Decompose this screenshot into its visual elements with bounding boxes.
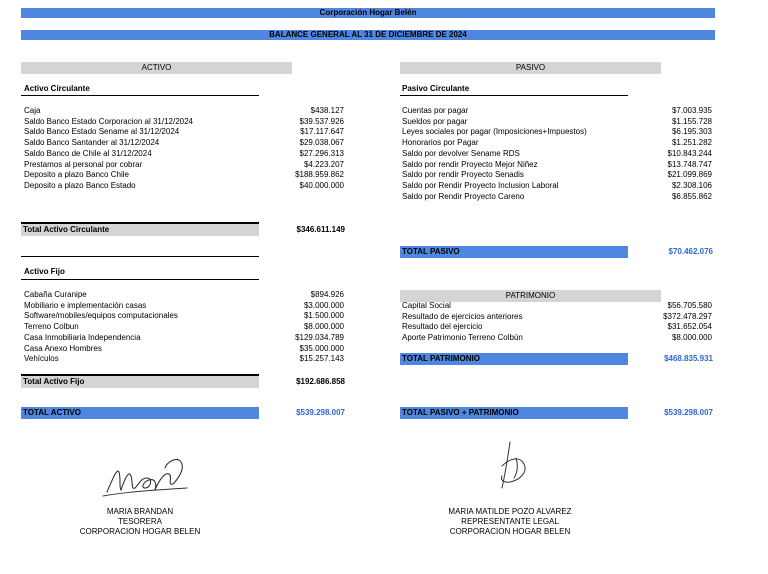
item-value: $15.257.143: [299, 354, 344, 364]
item-value: $13.748.747: [667, 159, 712, 169]
total-activo-circulante-row: [21, 224, 259, 236]
signer-name: MARIA MATILDE POZO ALVAREZ: [448, 507, 572, 516]
item-value: $31.652.054: [667, 322, 712, 332]
list-item: [402, 160, 712, 171]
item-label: Terreno Colbun: [24, 322, 79, 332]
item-value: $40.000.000: [299, 180, 344, 190]
item-value: $4.223.207: [303, 159, 344, 169]
list-item: [24, 311, 344, 322]
item-value: $27.296.313: [299, 148, 344, 158]
list-item: [24, 333, 344, 344]
item-value: $438.127: [310, 106, 344, 115]
total-activo-fijo-label: Total Activo Fijo: [23, 377, 85, 386]
item-value: $39.537.926: [299, 116, 344, 126]
list-item: [24, 322, 344, 333]
total-pasivo-patrimonio-value: $539.298.007: [664, 408, 713, 417]
pasivo-header: [400, 62, 661, 74]
item-label: Sueldos por pagar: [402, 116, 468, 126]
total-activo-circulante-value: $346.611.149: [296, 225, 345, 234]
item-label: Mobiliario e implementación casas: [24, 300, 147, 310]
patrimonio-header-label: PATRIMONIO: [505, 291, 556, 300]
activo-circulante-title: Activo Circulante: [24, 84, 90, 93]
item-value: $1.251.282: [671, 138, 712, 148]
total-activo-fijo-value: $192.686.858: [296, 377, 345, 386]
org-title: Corporación Hogar Belén: [319, 8, 417, 17]
total-activo-row: [21, 407, 259, 419]
item-label: Casa Inmobiliaria Independencia: [24, 332, 141, 342]
item-value: $21.099.869: [667, 170, 712, 180]
item-label: Saldo Banco Santander al 31/12/2024: [24, 138, 160, 148]
report-title: BALANCE GENERAL AL 31 DE DICIEMBRE DE 2024: [269, 30, 467, 39]
activo-header-label: ACTIVO: [141, 63, 172, 72]
total-pasivo-value: $70.462.076: [668, 247, 713, 256]
list-item: [402, 181, 712, 192]
item-value: $8.000.000: [303, 322, 344, 332]
item-value: $6.855.862: [671, 191, 712, 201]
list-item: [402, 192, 712, 203]
total-activo-value: $539.298.007: [296, 408, 345, 417]
item-label: Aporte Patrimonio Terreno Colbún: [402, 333, 523, 343]
total-patrimonio-label: TOTAL PATRIMONIO: [402, 354, 480, 363]
item-label: Deposito a plazo Banco Chile: [24, 170, 129, 180]
item-value: $56.705.580: [667, 301, 712, 310]
report-title-band: [21, 30, 715, 40]
total-activo-fijo-row: [21, 376, 259, 388]
item-value: $6.195.303: [671, 127, 712, 137]
item-label: Vehículos: [24, 354, 59, 364]
total-patrimonio-row: [400, 353, 628, 365]
signer-role: REPRESENTANTE LEGAL: [461, 517, 559, 526]
item-label: Leyes sociales por pagar (Imposiciones+Impuestos): [402, 127, 587, 137]
item-value: $10.843.244: [667, 148, 712, 158]
list-item: [24, 170, 344, 181]
list-item: [24, 354, 344, 365]
total-pasivo-patrimonio-row: [400, 407, 628, 419]
list-item: [24, 106, 344, 117]
signer-name: MARIA BRANDAN: [106, 507, 174, 516]
item-label: Saldo por Rendir Proyecto Inclusion Laboral: [402, 180, 559, 190]
list-item: [402, 138, 712, 149]
list-item: [24, 160, 344, 171]
total-activo-label: TOTAL ACTIVO: [23, 408, 81, 417]
list-item: [24, 149, 344, 160]
signer-org: CORPORACION HOGAR BELEN: [79, 527, 201, 536]
item-value: $894.926: [310, 290, 344, 299]
item-label: Deposito a plazo Banco Estado: [24, 180, 136, 190]
list-item: [24, 290, 344, 301]
item-value: $29.038.067: [299, 138, 344, 148]
activo-fijo-underline: [21, 279, 259, 280]
item-label: Saldo Banco de Chile al 31/12/2024: [24, 148, 152, 158]
total-patrimonio-value: $468.835.931: [664, 354, 713, 363]
org-title-band: [21, 8, 715, 18]
list-item: [402, 149, 712, 160]
list-item: [24, 301, 344, 312]
list-item: [402, 106, 712, 117]
item-label: Honorarios por Pagar: [402, 138, 479, 148]
signer-org: CORPORACION HOGAR BELEN: [449, 527, 571, 536]
item-value: $35.000.000: [299, 343, 344, 353]
item-label: Cuentas por pagar: [402, 106, 469, 115]
item-value: $7.003.935: [671, 106, 712, 115]
item-label: Prestamos al personal por cobrar: [24, 159, 143, 169]
item-value: $2.308.106: [671, 180, 712, 190]
item-label: Saldo Banco Estado Corporacion al 31/12/2024: [24, 116, 194, 126]
list-item: [402, 170, 712, 181]
list-item: [24, 127, 344, 138]
item-value: $17.117.647: [300, 127, 344, 137]
item-value: $129.034.789: [295, 332, 344, 342]
signature-tesorera: [40, 507, 240, 537]
item-label: Caja: [24, 106, 41, 115]
item-label: Saldo Banco Estado Sename al 31/12/2024: [24, 127, 180, 137]
list-item: [402, 117, 712, 128]
signature-image-tesorera: [95, 448, 195, 503]
item-label: Cabaña Curanipe: [24, 290, 87, 299]
divider: [21, 256, 259, 257]
total-pasivo-row: [400, 246, 628, 258]
list-item: [402, 127, 712, 138]
pasivo-circulante-title: Pasivo Circulante: [402, 84, 470, 93]
item-value: $372.478.297: [663, 311, 712, 321]
list-item: [402, 333, 712, 344]
item-label: Software/mobiles/equipos computacionales: [24, 311, 178, 321]
total-activo-circulante-label: Total Activo Circulante: [23, 225, 110, 234]
pasivo-circulante-underline: [400, 95, 628, 96]
list-item: [402, 322, 712, 333]
list-item: [24, 117, 344, 128]
item-label: Saldo por rendir Proyecto Mejor Niñez: [402, 159, 538, 169]
list-item: [24, 181, 344, 192]
item-label: Capital Social: [402, 301, 451, 310]
activo-fijo-title: Activo Fijo: [24, 267, 65, 276]
item-label: Casa Anexo Hombres: [24, 343, 102, 353]
item-value: $8.000.000: [671, 333, 712, 343]
list-item: [24, 138, 344, 149]
activo-header: [21, 62, 292, 74]
list-item: [24, 344, 344, 355]
pasivo-header-label: PASIVO: [515, 63, 546, 72]
signature-representante: [410, 507, 610, 537]
total-pasivo-patrimonio-label: TOTAL PASIVO + PATRIMONIO: [402, 408, 519, 417]
item-value: $188.959.862: [295, 170, 344, 180]
signer-role: TESORERA: [117, 517, 162, 526]
list-item: [402, 312, 712, 323]
list-item: [402, 301, 712, 312]
item-label: Saldo por rendir Proyecto Senadis: [402, 170, 524, 180]
item-value: $1.155.728: [671, 116, 712, 126]
item-label: Saldo por devolver Sename RDS: [402, 148, 520, 158]
item-label: Resultado de ejercicios anteriores: [402, 311, 523, 321]
item-value: $3.000.000: [303, 300, 344, 310]
item-value: $1.500.000: [303, 311, 344, 321]
signature-image-representante: [480, 436, 550, 496]
total-pasivo-label: TOTAL PASIVO: [402, 247, 460, 256]
activo-circulante-underline: [21, 95, 259, 96]
item-label: Resultado del ejercicio: [402, 322, 483, 332]
item-label: Saldo por Rendir Proyecto Careno: [402, 191, 525, 201]
